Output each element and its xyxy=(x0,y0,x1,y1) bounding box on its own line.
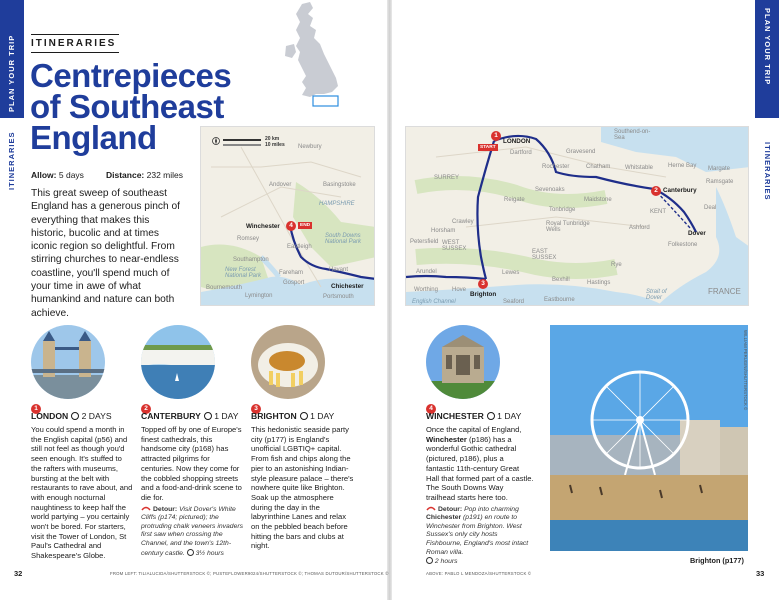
map-newbury: Newbury xyxy=(298,144,322,150)
stop-text-c: (p186) has a wonderful Gothic cathedral (pictured, p186), plus a fantastic 11th-century Great Hall that formed part of a castle. The South Downs Way trailhead starts here too. xyxy=(426,434,534,502)
photo-fish-and-chips xyxy=(251,325,325,399)
stop-number-4: 4 xyxy=(426,404,436,414)
map-whitstable: Whitstable xyxy=(625,165,654,171)
allow-label: Allow: xyxy=(31,170,57,180)
stop-canterbury xyxy=(141,325,215,399)
stop-number-3: 3 xyxy=(251,404,261,414)
detour-icon xyxy=(141,505,151,511)
map-brighton: Brighton xyxy=(470,291,497,298)
map-reigate: Reigate xyxy=(504,197,525,203)
map-english-channel: English Channel xyxy=(412,299,456,305)
map-arundel: Arundel xyxy=(416,269,437,275)
map-west-sussex: WEST SUSSEX xyxy=(442,240,467,252)
stop-number-2: 2 xyxy=(141,404,151,414)
map-basingstoke: Basingstoke xyxy=(323,182,356,188)
map-strait-of-dover: Strait of Dover xyxy=(646,289,667,301)
map-eastbourne: Eastbourne xyxy=(544,297,575,303)
map-andover: Andover xyxy=(269,182,292,188)
map-new-forest: New Forest National Park xyxy=(225,267,262,279)
scale-miles: 10 miles xyxy=(265,142,285,148)
stop-london xyxy=(31,325,105,399)
map-lymington: Lymington xyxy=(245,293,273,299)
side-tab-label-right: PLAN YOUR TRIP xyxy=(763,8,772,86)
photo-brighton-wheel xyxy=(550,325,748,551)
stop-duration: 1 DAY xyxy=(214,411,239,421)
stop-name: LONDON xyxy=(31,411,69,421)
map-petersfield: Petersfield xyxy=(410,239,439,245)
map-herne-bay: Herne Bay xyxy=(668,163,697,169)
map-kent: KENT xyxy=(650,209,667,215)
detour-time: 3½ hours xyxy=(195,549,224,557)
map-france: FRANCE xyxy=(708,287,741,296)
stop-text-london: You could spend a month in the English capital (p56) and still not feel as though you'd seen enough. It's stuffed to the rafters with museums, bursting at the belt with restaurants to rave about, and with enough nocturnal naughtiness to keep half the world partying – you certainly won't be bored. For starters, visit the Tower of London, St Paul's Cathedral and Shakespeare's Globe. xyxy=(31,425,133,561)
clock-icon xyxy=(71,412,79,420)
map-east xyxy=(405,126,749,306)
map-eastleigh: Eastleigh xyxy=(287,244,312,250)
map-winchester: Winchester xyxy=(246,223,280,230)
detour-text-a: Pop into charming xyxy=(464,505,519,513)
map-hove: Hove xyxy=(452,287,467,293)
map-east-sussex: EAST SUSSEX xyxy=(532,249,557,261)
map-havant: Havant xyxy=(329,267,349,273)
section-rule xyxy=(31,52,119,53)
map-start-badge: START xyxy=(480,145,496,150)
map-ramsgate: Ramsgate xyxy=(706,179,734,185)
map-stop-2: 2 xyxy=(651,186,661,196)
side-itineraries-label-right: ITINERARIES xyxy=(763,142,772,201)
map-deal: Deal xyxy=(704,205,717,211)
map-margate: Margate xyxy=(708,166,731,172)
map-fareham: Fareham xyxy=(279,270,304,276)
map-stop-1: 1 xyxy=(491,131,501,141)
section-rule-top xyxy=(31,34,119,35)
detour-icon xyxy=(426,505,436,511)
map-bournemouth: Bournemouth xyxy=(206,285,243,291)
detour-time: 2 hours xyxy=(434,558,458,566)
page-gutter xyxy=(387,0,392,600)
allow-value: 5 days xyxy=(58,170,84,180)
map-canterbury: Canterbury xyxy=(663,187,697,194)
map-sevenoaks: Sevenoaks xyxy=(535,187,565,193)
detour-canterbury xyxy=(141,505,244,559)
detour-label: Detour: xyxy=(438,505,463,513)
map-folkestone: Folkestone xyxy=(668,242,698,248)
side-tab-label: PLAN YOUR TRIP xyxy=(7,34,16,112)
photo-white-cliffs xyxy=(141,325,215,399)
stop-duration: 1 DAY xyxy=(310,411,335,421)
stop-text-b: Winchester xyxy=(426,434,467,444)
clock-icon xyxy=(426,557,433,564)
map-gravesend: Gravesend xyxy=(566,149,596,155)
map-south-downs: South Downs National Park xyxy=(325,233,362,245)
photo-tower-bridge xyxy=(31,325,105,399)
distance-label: Distance: xyxy=(106,170,145,180)
map-ashford: Ashford xyxy=(629,225,650,231)
page-number-left: 32 xyxy=(14,569,23,578)
map-chichester: Chichester xyxy=(331,283,364,290)
map-rochester: Rochester xyxy=(542,164,570,170)
stop-name: CANTERBURY xyxy=(141,411,201,421)
stop-heading-brighton xyxy=(251,411,334,421)
detour-label: Detour: xyxy=(153,505,178,513)
map-hastings: Hastings xyxy=(587,280,611,286)
photo-credits-right: ABOVE: PABLO L MENDOZA/SHUTTERSTOCK © xyxy=(426,571,532,576)
map-tonbridge: Tonbridge xyxy=(549,207,576,213)
map-seaford: Seaford xyxy=(503,299,525,305)
page-number-right: 33 xyxy=(756,569,765,578)
map-end-badge: END xyxy=(300,223,311,228)
detour-text: Visit Dover's White Cliffs (p174; pictured); the protruding chalk veneers invaders first saw when crossing the Channel, and the town's 12th-century castle. xyxy=(141,505,244,557)
clock-icon xyxy=(487,412,495,420)
map-worthing: Worthing xyxy=(414,287,438,293)
section-label: ITINERARIES xyxy=(31,38,117,49)
page-title: Centrepieces of Southeast England xyxy=(30,57,232,156)
map-gosport: Gosport xyxy=(283,280,305,286)
map-london: LONDON xyxy=(503,138,531,145)
map-surrey: SURREY xyxy=(434,175,460,181)
stop-name: BRIGHTON xyxy=(251,411,297,421)
stop-name: WINCHESTER xyxy=(426,411,484,421)
map-lewes: Lewes xyxy=(502,270,520,276)
stop-duration: 1 DAY xyxy=(497,411,522,421)
map-west xyxy=(200,126,375,306)
stop-brighton xyxy=(251,325,325,399)
map-dover: Dover xyxy=(688,230,706,237)
clock-icon xyxy=(204,412,212,420)
map-romsey: Romsey xyxy=(237,236,260,242)
map-crawley: Crawley xyxy=(452,219,474,225)
map-southend: Southend-on-Sea xyxy=(614,129,651,141)
map-stop-4: 4 xyxy=(286,221,296,231)
detour-winchester xyxy=(426,505,534,567)
map-royal-tunbridge-wells: Royal Tunbridge Wells xyxy=(546,221,590,233)
uk-locator-map xyxy=(280,0,350,110)
map-hampshire: HAMPSHIRE xyxy=(319,201,355,207)
stop-text-winchester xyxy=(426,425,534,567)
stop-text-canterbury xyxy=(141,425,244,558)
detour-text-b: Chichester xyxy=(426,514,462,522)
stop-duration: 2 DAYS xyxy=(81,411,112,421)
distance-info xyxy=(106,170,183,180)
map-maidstone: Maidstone xyxy=(584,197,612,203)
detour-text-c: (p191) en route to Winchester from Brighton. West Sussex's only city hosts Fishbourne, England's most intact Roman villa. xyxy=(426,514,529,556)
intro-text: This great sweep of southeast England has a generous pinch of everything that makes this historic, bucolic and at times iconic region so delightful. From stirring churches to near-endless coastline, you'll spend much of your time in awe of what humankind and nature can both achieve. xyxy=(31,188,180,319)
map-rye: Rye xyxy=(611,262,622,268)
stop-winchester xyxy=(426,325,500,399)
photo-credits-left: FROM LEFT: TILIALUCIDA/SHUTTERSTOCK ©; PUSTEFLOWER9024/SHUTTERSTOCK ©; THOMAS DUTOUR/SHUTTERSTOCK © xyxy=(110,571,389,576)
clock-icon xyxy=(300,412,308,420)
allow-info xyxy=(31,170,84,180)
map-stop-3: 3 xyxy=(478,279,488,289)
stop-number-1: 1 xyxy=(31,404,41,414)
stop-heading-london xyxy=(31,411,112,421)
photo-credit: WILLIAM PERUGINI/SHUTTERSTOCK © xyxy=(743,330,748,411)
map-bexhill: Bexhill xyxy=(552,277,570,283)
map-dartford: Dartford xyxy=(510,150,532,156)
stop-text: Topped off by one of Europe's finest cathedrals, this handsome city (p168) has attracted pilgrims for centuries. Now they come for the cobbled shopping streets and a food-and-drink scene to die for. xyxy=(141,425,242,502)
photo-caption: Brighton (p177) xyxy=(690,556,744,565)
stop-heading-canterbury xyxy=(141,411,238,421)
map-horsham: Horsham xyxy=(431,228,456,234)
side-itineraries-label: ITINERARIES xyxy=(7,131,16,190)
map-portsmouth: Portsmouth xyxy=(323,294,354,300)
map-chatham: Chatham xyxy=(586,164,611,170)
side-tab-left xyxy=(0,0,24,118)
map-southampton: Southampton xyxy=(233,257,269,263)
stop-text-brighton: This hedonistic seaside party city (p177) is England's unofficial LGBTIQ+ capital. From fish and chips along the pier to an astonishing Indian-style pleasure palace – there's nowhere quite like Brighton. Soak up the atmosphere during the day in the labyrinthine Lanes and relax on the pebbled beach before hitting the bars and clubs at night. xyxy=(251,425,354,551)
stop-text-a: Once the capital of England, xyxy=(426,425,522,434)
clock-icon xyxy=(187,549,194,556)
side-tab-right xyxy=(755,0,779,118)
photo-winchester-cathedral xyxy=(426,325,500,399)
map-scale xyxy=(211,134,301,150)
stop-heading-winchester xyxy=(426,411,521,421)
distance-value: 232 miles xyxy=(146,170,184,180)
scale-km: 20 km xyxy=(265,136,280,142)
